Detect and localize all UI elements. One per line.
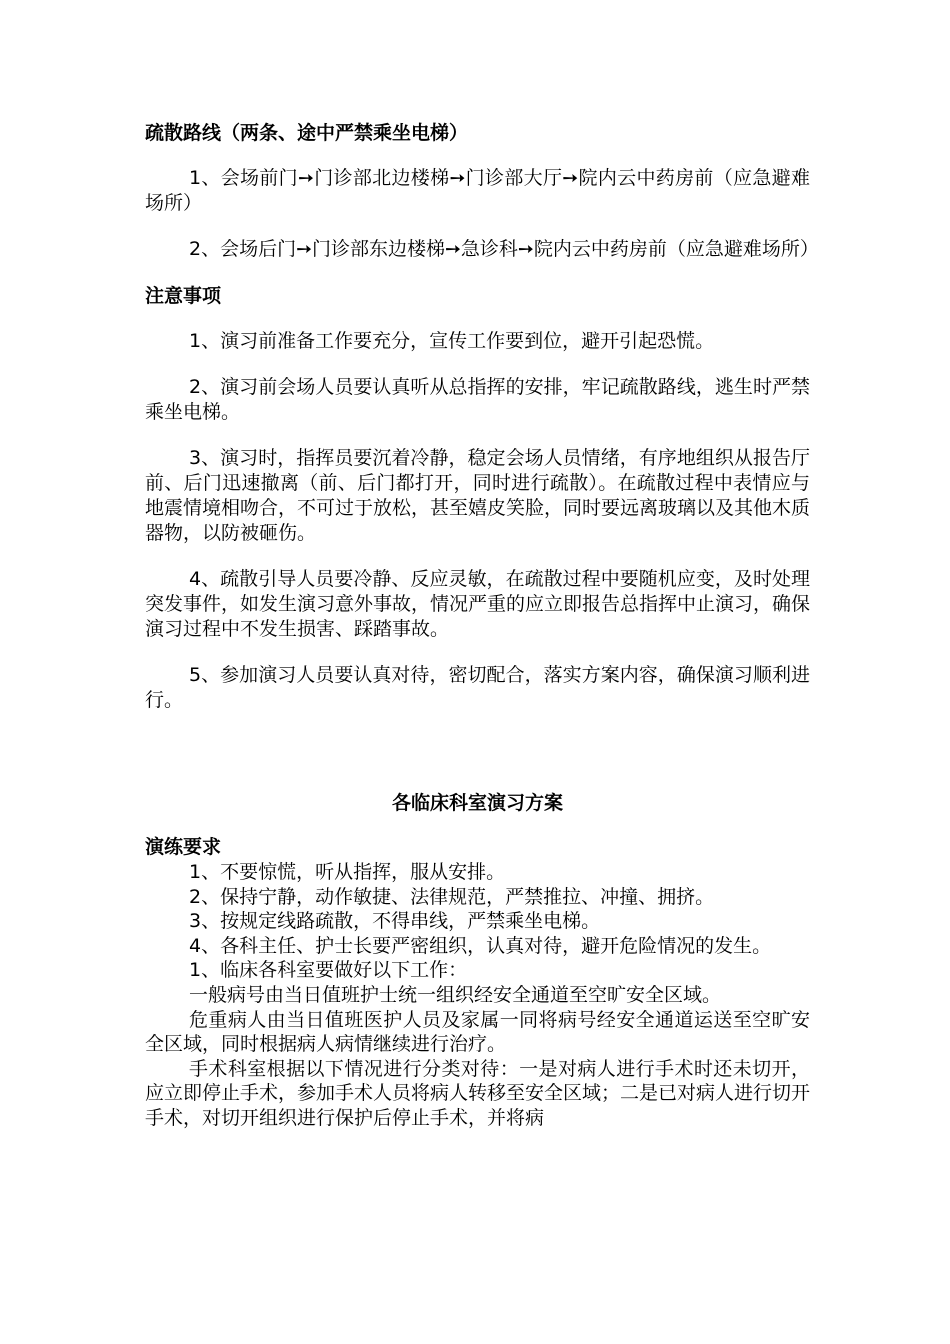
requirement-line-3: 3、按规定线路疏散，不得串线，严禁乘坐电梯。 <box>189 910 601 933</box>
surgery-dept-text: 手术科室根据以下情况进行分类对待：一是对病人进行手术时还未切开，应立即停止手术，参加手术人员将病人转移至安全区域；二是已对病人进行切开手术，对切开组织进行保护后停止手术，并将病 <box>145 1057 811 1129</box>
note-item-1: 1、演习前准备工作要充分，宣传工作要到位，避开引起恐慌。 <box>189 330 715 352</box>
note-item-4: 4、疏散引导人员要冷静、反应灵敏，在疏散过程中要随机应变，及时处理突发事件，如发生演习意外事故，情况严重的应立即报告总指挥中止演习，确保演习过程中不发生损害、踩踏事故。 <box>145 568 811 640</box>
note-item-5: 5、参加演习人员要认真对待，密切配合，落实方案内容，确保演习顺利进行。 <box>145 664 810 711</box>
document-body <box>145 120 819 1131</box>
evacuation-route-2: 2、会场后门➙门诊部东边楼梯➙急诊科➙院内云中药房前（应急避难场所） <box>189 238 819 260</box>
requirement-line-4: 4、各科主任、护士长要严密组织，认真对待，避开危险情况的发生。 <box>189 934 772 957</box>
critical-patients-text: 危重病人由当日值班医护人员及家属一同将病号经安全通道运送至空旷安全区域，同时根据病人病情继续进行治疗。 <box>145 1008 810 1056</box>
note-item-3: 3、演习时，指挥员要沉着冷静，稳定会场人员情绪，有序地组织从报告厅前、后门迅速撤离（前、后门都打开，同时进行疏散）。在疏散过程中表情应与地震情境相吻合，不可过于放松，甚至嬉皮笑脸，同时要远离玻璃以及其他木质器物，以防被砸伤。 <box>145 447 811 544</box>
requirements-heading: 演练要求 <box>145 836 222 858</box>
requirement-line-2: 2、保持宁静，动作敏捷、法律规范，严禁推拉、冲撞、拥挤。 <box>189 885 715 908</box>
evacuation-heading: 疏散路线（两条、途中严禁乘坐电梯） <box>145 122 469 144</box>
notes-heading: 注意事项 <box>145 285 222 307</box>
clinical-plan-title: 各临床科室演习方案 <box>391 792 563 814</box>
evacuation-route-1: 1、会场前门➙门诊部北边楼梯➙门诊部大厅➙院内云中药房前（应急避难场所） <box>145 167 810 214</box>
clinical-work-heading: 1、临床各科室要做好以下工作： <box>189 959 468 982</box>
general-patients-text: 一般病号由当日值班护士统一组织经安全通道至空旷安全区域。 <box>189 983 722 1006</box>
requirement-line-1: 1、不要惊慌，听从指挥，服从安排。 <box>189 861 506 883</box>
note-item-2: 2、演习前会场人员要认真听从总指挥的安排，牢记疏散路线，逃生时严禁乘坐电梯。 <box>145 376 810 423</box>
